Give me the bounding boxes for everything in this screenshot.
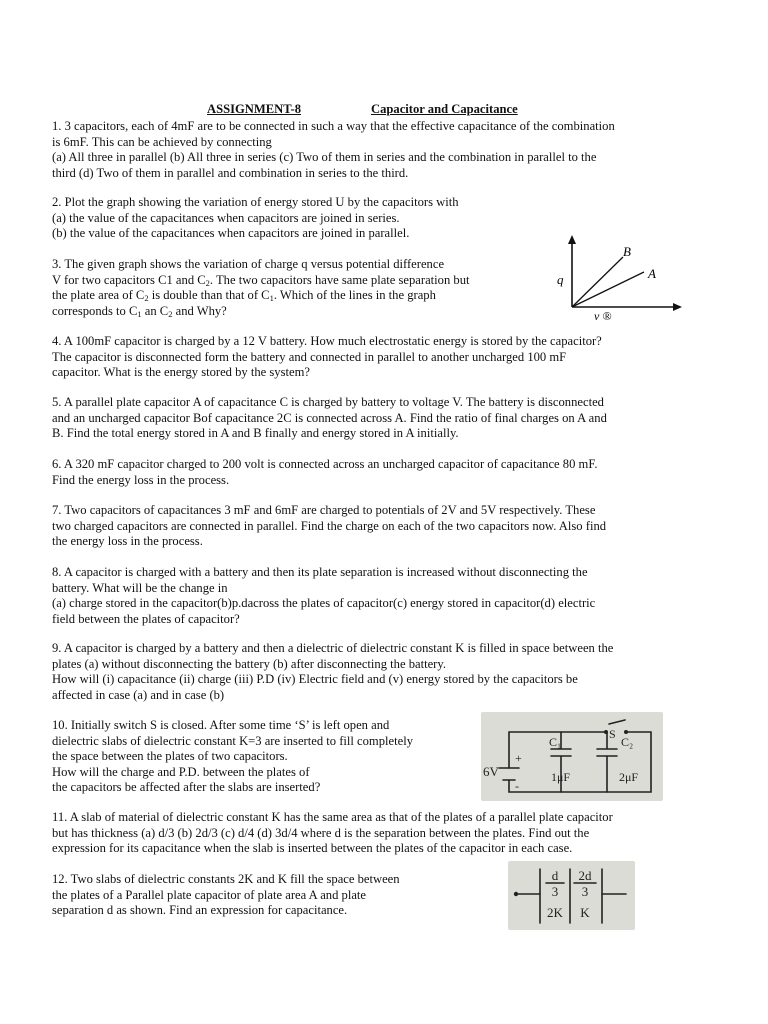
- y-axis-arrow-icon: [568, 235, 576, 244]
- right-slab-top: 2d: [578, 868, 592, 883]
- question-8-line: battery. What will be the change in: [52, 580, 228, 595]
- q-v-graph: [550, 232, 690, 324]
- question-9: [52, 641, 613, 703]
- question-9-line: How will (i) capacitance (ii) charge (iii) P.D (iv) Electric field and (v) energy stored by the capacitors be: [52, 672, 578, 686]
- switch-contact-icon: [624, 730, 628, 734]
- x-axis-arrow-icon: [673, 303, 682, 311]
- question-8: [52, 565, 595, 627]
- question-1: [52, 119, 615, 181]
- dielectric-slab-diagram: [508, 861, 635, 930]
- topic-heading: Capacitor and Capacitance: [371, 102, 518, 116]
- question-8-line: field between the plates of capacitor?: [52, 611, 240, 626]
- c1-value: 1μF: [551, 770, 571, 784]
- c2-value: 2μF: [619, 770, 639, 784]
- question-7: [52, 503, 606, 550]
- slab-sketch: [508, 861, 635, 930]
- line-b: [572, 257, 623, 307]
- left-slab-top: d: [551, 868, 559, 883]
- question-1-line: (a) All three in parallel (b) All three in series (c) Two of them in series and the combination in parallel to the: [52, 150, 597, 164]
- question-4-line: The capacitor is disconnected form the battery and connected in parallel to another uncharged 100 mF: [52, 349, 567, 364]
- question-9-line: 9. A capacitor is charged by a battery and then a dielectric of dielectric constant K is filled in space between the: [52, 641, 614, 655]
- battery-label: 6V: [483, 764, 499, 779]
- line-a: [572, 272, 644, 307]
- question-5-line: B. Find the total energy stored in A and B finally and energy stored in A initially.: [52, 426, 459, 440]
- assignment-heading: ASSIGNMENT-8: [207, 102, 302, 116]
- question-10-line: 10. Initially switch S is closed. After some time ‘S’ is left open and: [52, 718, 390, 732]
- question-6: [52, 457, 597, 488]
- question-10-line: the capacitors be affected after the slabs are inserted?: [52, 780, 321, 794]
- right-slab-bottom: 3: [581, 884, 589, 899]
- graph-label-a: A: [648, 266, 656, 281]
- question-6-line: Find the energy loss in the process.: [52, 472, 230, 487]
- question-10-line: How will the charge and P.D. between the plates of: [52, 764, 310, 779]
- c2-label: C₂: [621, 735, 634, 749]
- question-7-line: 7. Two capacitors of capacitances 3 mF and 6mF are charged to potentials of 2V and 5V respectively. These: [52, 503, 596, 517]
- right-slab-k: K: [580, 905, 590, 920]
- left-slab-bottom: 3: [551, 884, 559, 899]
- question-1-line: is 6mF. This can be achieved by connecting: [52, 134, 272, 149]
- question-11-line: 11. A slab of material of dielectric constant K has the same area as that of the plates of a parallel plate capacitor: [52, 810, 613, 824]
- switch-lever: [609, 720, 625, 724]
- question-3: [52, 257, 470, 319]
- question-7-line: the energy loss in the process.: [52, 534, 203, 548]
- question-5-line: 5. A parallel plate capacitor A of capacitance C is charged by battery to voltage V. The battery is disconnected: [52, 395, 604, 409]
- question-1-line: 1. 3 capacitors, each of 4mF are to be connected in such a way that the effective capacitance of the combination: [52, 119, 615, 133]
- question-3-line: V for two capacitors C1 and $C_2$. The two capacitors have same plate separation but: [52, 272, 470, 288]
- page-title: [0, 102, 768, 118]
- battery-plus: +: [515, 751, 522, 765]
- question-5: [52, 395, 607, 442]
- question-2: [52, 195, 459, 242]
- question-4: [52, 334, 602, 381]
- graph-label-b: B: [623, 244, 631, 259]
- question-3-line: corresponds to $C_1$ an $C_2$ and Why?: [52, 303, 227, 319]
- question-3-line: the plate area of $C_2$ is double than that of $C_1$. Which of the lines in the graph: [52, 288, 436, 303]
- terminal-icon: [514, 892, 518, 896]
- question-8-line: 8. A capacitor is charged with a battery and then its plate separation is increased without disconnecting the: [52, 565, 588, 579]
- question-8-line: (a) charge stored in the capacitor(b)p.dacross the plates of capacitor(c) energy stored in capacitor(d) electric: [52, 596, 596, 610]
- question-9-line: plates (a) without disconnecting the battery (b) after disconnecting the battery.: [52, 656, 446, 671]
- question-9-line: affected in case (a) and in case (b): [52, 687, 225, 702]
- circuit-sketch: [481, 712, 663, 801]
- question-7-line: two charged capacitors are connected in parallel. Find the charge on each of the two capacitors now. Also find: [52, 518, 607, 533]
- question-10-line: the space between the plates of two capacitors.: [52, 749, 288, 763]
- battery-minus: -: [515, 779, 519, 793]
- circuit-diagram: [481, 712, 663, 801]
- question-4-line: capacitor. What is the energy stored by the system?: [52, 365, 310, 379]
- question-12: [52, 872, 400, 919]
- question-2-line: 2. Plot the graph showing the variation of energy stored U by the capacitors with: [52, 195, 459, 209]
- question-2-line: (b) the value of the capacitances when capacitors are joined in parallel.: [52, 226, 410, 240]
- question-6-line: 6. A 320 mF capacitor charged to 200 volt is connected across an uncharged capacitor of capacitance 80 mF.: [52, 457, 598, 471]
- question-2-line: (a) the value of the capacitances when capacitors are joined in series.: [52, 210, 400, 225]
- question-10-line: dielectric slabs of dielectric constant K=3 are inserted to fill completely: [52, 733, 413, 748]
- question-11-line: but has thickness (a) d/3 (b) 2d/3 (c) d/4 (d) 3d/4 where d is the separation between the plates. Find out the: [52, 825, 590, 840]
- question-12-line: the plates of a Parallel plate capacitor of plate area A and plate: [52, 887, 366, 902]
- c1-label: C₁: [549, 735, 562, 749]
- question-1-line: third (d) Two of them in parallel and combination in series to the third.: [52, 165, 409, 180]
- question-11: [52, 810, 613, 857]
- switch-contact-icon: [604, 730, 608, 734]
- question-3-line: 3. The given graph shows the variation of charge q versus potential difference: [52, 257, 445, 271]
- capacitor-c2-symbol: [597, 732, 617, 792]
- question-12-line: 12. Two slabs of dielectric constants 2K and K fill the space between: [52, 872, 400, 886]
- question-4-line: 4. A 100mF capacitor is charged by a 12 V battery. How much electrostatic energy is stored by the capacitor?: [52, 334, 602, 348]
- switch-label: S: [609, 727, 616, 741]
- graph-ylabel: q: [557, 272, 564, 287]
- question-12-line: separation d as shown. Find an expression for capacitance.: [52, 903, 348, 917]
- graph-xlabel: v ®: [594, 309, 612, 323]
- question-11-line: expression for its capacitance when the slab is inserted between the plates of the capacitor in each case.: [52, 841, 573, 855]
- question-5-line: and an uncharged capacitor Bof capacitance 2C is connected across A. Find the ratio of final charges on A and: [52, 410, 607, 425]
- question-10: [52, 718, 413, 796]
- left-slab-k: 2K: [547, 905, 563, 920]
